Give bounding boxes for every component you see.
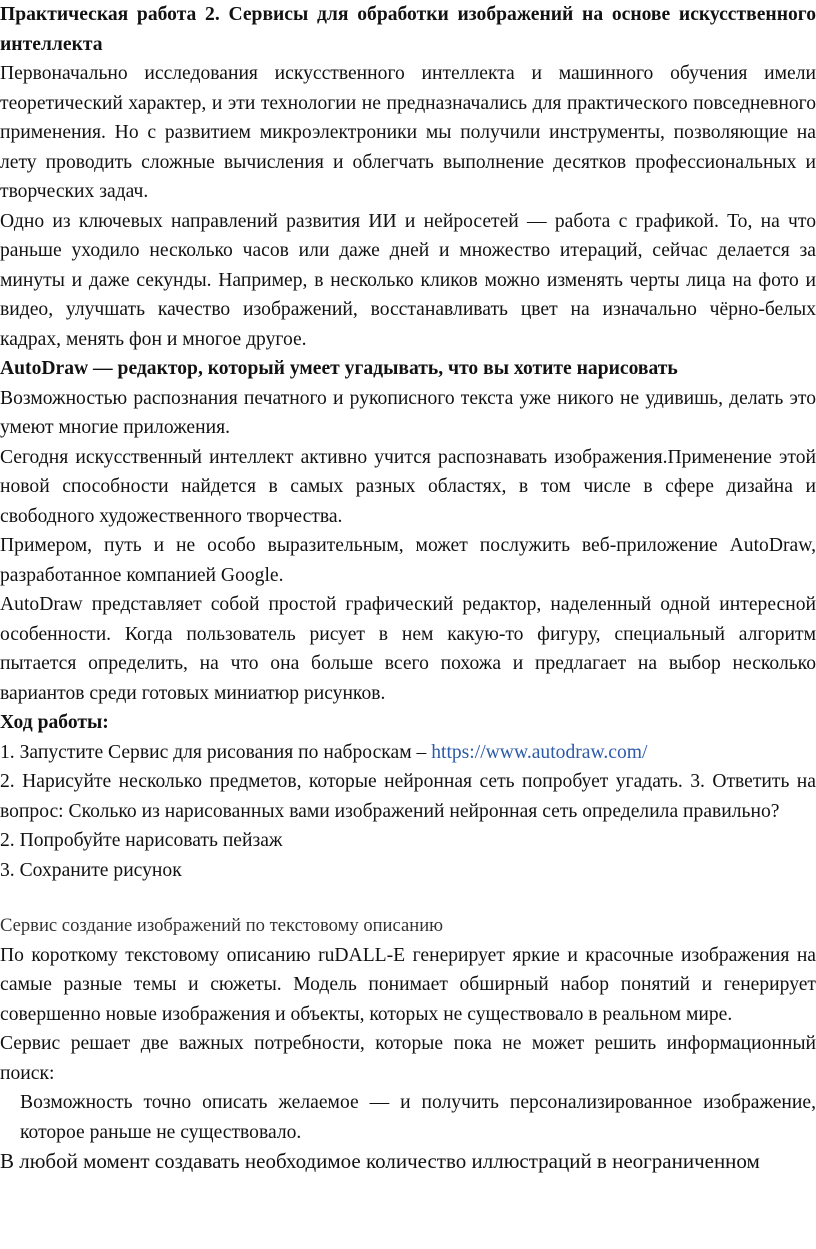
rudalle-paragraph-4: В любой момент создавать необходимое количество иллюстраций в неограниченном (0, 1149, 760, 1173)
intro-paragraph-2: Одно из ключевых направлений развития ИИ и нейросетей — работа с графикой. То, на что раньше уходило несколько часов или даже дней и множество итераций, сейчас делается за минуты и даже секунды. Например, в несколько кликов можно изменять черты лица на фото и видео, улучшать качество изображений, восстанавливать цвет на изначально чёрно-белых кадрах, менять фон и многое другое. (0, 210, 816, 350)
section-gap (0, 885, 816, 911)
page-title: Практическая работа 2. Сервисы для обработки изображений на основе искусственного интеллекта (0, 4, 816, 55)
workflow-step-4: 3. Сохраните рисунок (0, 859, 182, 881)
rudalle-paragraph-3: Возможность точно описать желаемое — и получить персонализированное изображение, которое раньше не существовало. (20, 1092, 816, 1143)
workflow-step-3: 2. Попробуйте нарисовать пейзаж (0, 830, 283, 851)
autodraw-paragraph-3: Примером, путь и не особо выразительным, может послужить веб-приложение AutoDraw, разработанное компанией Google. (0, 535, 816, 586)
workflow-step-1-text: 1. Запустите Сервис для рисования по наброскам – (0, 741, 432, 763)
workflow-heading: Ход работы: (0, 712, 109, 733)
workflow-step-1 (0, 738, 816, 768)
rudalle-paragraph-1: По короткому текстовому описанию ruDALL-E генерирует яркие и красочные изображения на самые разные темы и сюжеты. Модель понимает обширный набор понятий и генерирует совершенно новые изображения и объекты, которых не существовало в реальном мире. (0, 944, 816, 1025)
autodraw-paragraph-4: AutoDraw представляет собой простой графический редактор, наделенный одной интересной особенности. Когда пользователь рисует в нем какую-то фигуру, специальный алгоритм пытается определить, на что она больше всего похожа и предлагает на выбор несколько вариантов среди готовых миниатюр рисунков. (0, 594, 816, 704)
autodraw-heading: AutoDraw — редактор, который умеет угадывать, что вы хотите нарисовать (0, 358, 678, 379)
autodraw-link[interactable]: https://www.autodraw.com/ (431, 741, 648, 763)
autodraw-paragraph-1: Возможностью распознания печатного и рукописного текста уже никого не удивишь, делать это умеют многие приложения. (0, 387, 816, 438)
rudalle-heading: Сервис создание изображений по текстовому описанию (0, 915, 444, 936)
intro-paragraph-1: Первоначально исследования искусственного интеллекта и машинного обучения имели теоретический характер, и эти технологии не предназначались для практического повседневного применения. Но с развитием микроэлектроники мы получили инструменты, позволяющие на лету проводить сложные вычисления и облегчать выполнение десятков профессиональных и творческих задач. (0, 63, 816, 202)
autodraw-paragraph-2: Сегодня искусственный интеллект активно учится распознавать изображения.Применение этой новой способности найдется в самых разных областях, в том числе в сфере дизайна и свободного художественного творчества. (0, 446, 816, 527)
rudalle-paragraph-2: Сервис решает две важных потребности, которые пока не может решить информационный поиск: (0, 1033, 816, 1084)
workflow-step-2: 2. Нарисуйте несколько предметов, которые нейронная сеть попробует угадать. 3. Ответить на вопрос: Сколько из нарисованных вами изображений нейронная сеть определила правильно? (0, 771, 816, 822)
